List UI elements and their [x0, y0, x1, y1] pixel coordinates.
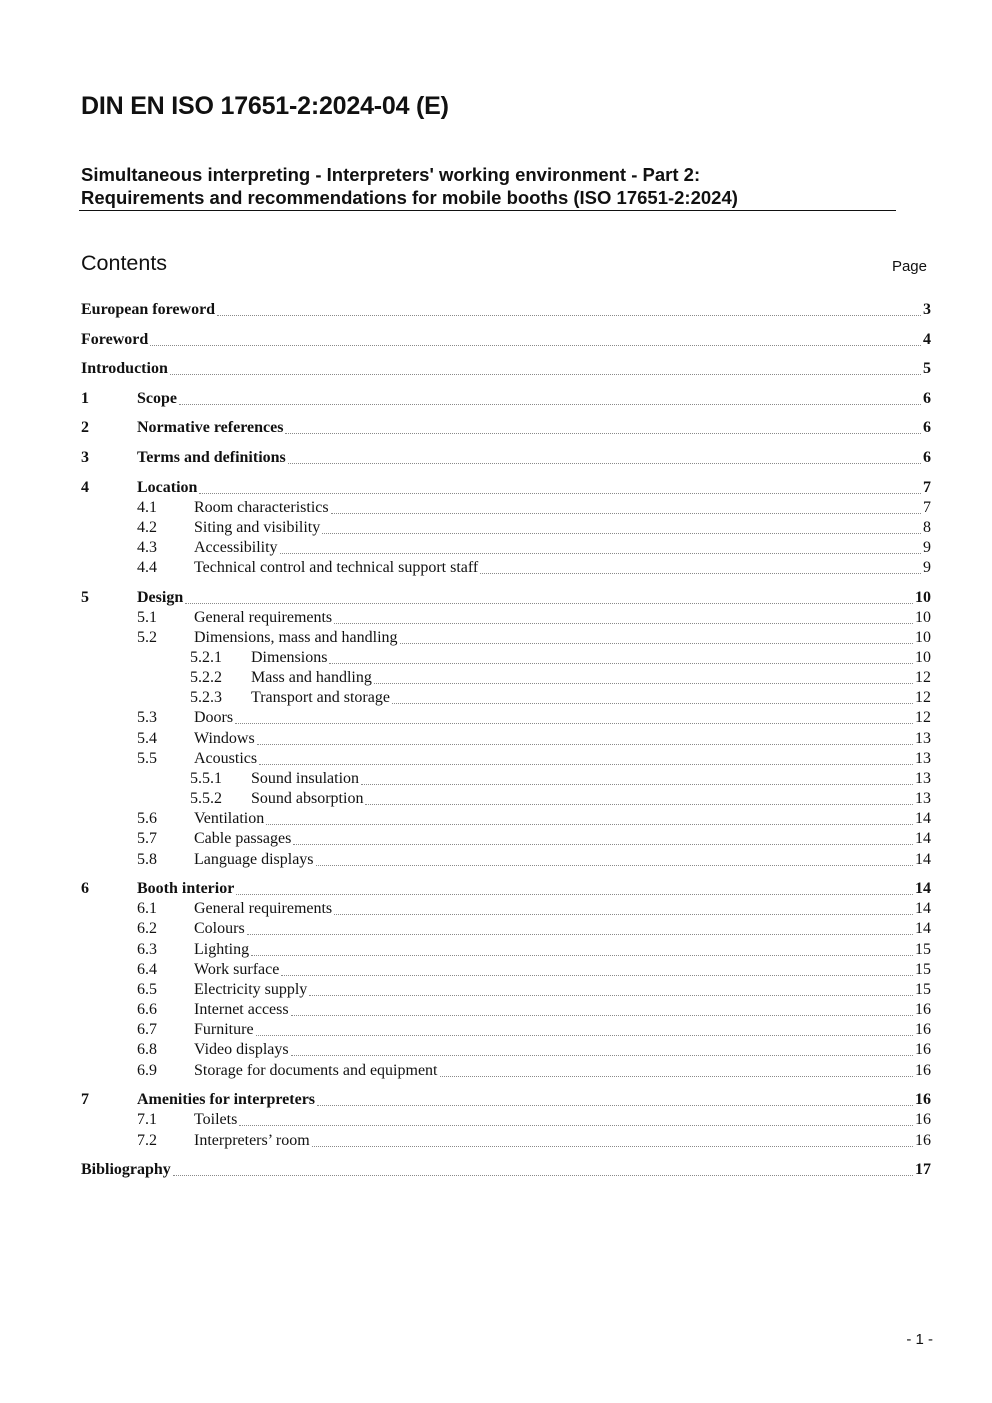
toc-entry-number: 5.1: [137, 609, 157, 626]
toc-dot-leader: [170, 374, 921, 375]
toc-entry-title: Siting and visibility: [194, 519, 321, 536]
toc-entry-title: Furniture: [194, 1021, 254, 1038]
toc-dot-leader: [309, 995, 913, 996]
toc-entry-page: 10: [915, 649, 931, 666]
toc-entry[interactable]: [0, 789, 992, 809]
toc-entry-number: 5.7: [137, 830, 157, 847]
toc-entry-number: 5.2.1: [190, 649, 222, 666]
toc-entry-title: Video displays: [194, 1041, 289, 1058]
toc-entry-title: Amenities for interpreters: [137, 1091, 316, 1108]
toc-entry-title: Internet access: [194, 1001, 289, 1018]
toc-entry-title: Doors: [194, 709, 234, 726]
toc-entry-title: Windows: [194, 730, 255, 747]
toc-entry[interactable]: [0, 940, 992, 960]
toc-entry[interactable]: [0, 769, 992, 789]
toc-entry[interactable]: [0, 608, 992, 628]
toc-entry-title: Foreword: [81, 331, 149, 348]
toc-entry-number: 6.2: [137, 920, 157, 937]
toc-entry[interactable]: [0, 668, 992, 688]
page-number: - 1 -: [906, 1331, 933, 1348]
toc-entry-number: 6.8: [137, 1041, 157, 1058]
toc-entry[interactable]: [0, 478, 992, 498]
toc-entry[interactable]: [0, 1020, 992, 1040]
toc-dot-leader: [239, 1125, 913, 1126]
toc-entry-page: 10: [915, 609, 931, 626]
document-subtitle: [81, 163, 896, 209]
toc-entry[interactable]: [0, 919, 992, 939]
toc-entry[interactable]: [0, 960, 992, 980]
toc-entry-number: 6.5: [137, 981, 157, 998]
toc-entry-number: 2: [81, 419, 89, 436]
toc-dot-leader: [331, 513, 921, 514]
contents-heading: Contents: [81, 251, 168, 275]
toc-entry-number: 5.5.1: [190, 770, 222, 787]
toc-dot-leader: [173, 1175, 913, 1176]
toc-entry-title: Bibliography: [81, 1161, 171, 1178]
toc-entry[interactable]: [0, 899, 992, 919]
toc-entry[interactable]: [0, 1160, 992, 1180]
toc-entry-page: 3: [923, 301, 931, 318]
toc-entry[interactable]: [0, 418, 992, 438]
toc-entry-page: 17: [915, 1161, 931, 1178]
toc-entry[interactable]: [0, 1110, 992, 1130]
toc-entry-page: 10: [915, 589, 931, 606]
toc-entry[interactable]: [0, 300, 992, 320]
toc-entry[interactable]: [0, 980, 992, 1000]
toc-entry-page: 16: [915, 1111, 931, 1128]
toc-entry-number: 5.5: [137, 750, 157, 767]
toc-entry-page: 12: [915, 669, 931, 686]
toc-entry[interactable]: [0, 330, 992, 350]
toc-dot-leader: [257, 744, 913, 745]
toc-dot-leader: [317, 1105, 913, 1106]
toc-entry-page: 16: [915, 1062, 931, 1079]
toc-entry-number: 6.4: [137, 961, 157, 978]
toc-entry-title: General requirements: [194, 900, 333, 917]
toc-dot-leader: [329, 663, 913, 664]
toc-entry-page: 16: [915, 1091, 931, 1108]
toc-entry-page: 4: [923, 331, 931, 348]
toc-entry-number: 5: [81, 589, 89, 606]
subtitle-line-2: Requirements and recommendations for mobile booths (ISO 17651-2:2024): [81, 187, 738, 208]
toc-entry-title: Lighting: [194, 941, 250, 958]
toc-entry-number: 5.3: [137, 709, 157, 726]
toc-entry-page: 16: [915, 1021, 931, 1038]
toc-entry-title: Work surface: [194, 961, 280, 978]
toc-entry-title: Toilets: [194, 1111, 238, 1128]
subtitle-divider: [79, 210, 896, 211]
toc-entry[interactable]: [0, 809, 992, 829]
toc-entry-page: 13: [915, 770, 931, 787]
toc-entry-title: Interpreters’ room: [194, 1132, 310, 1149]
toc-entry-title: Storage for documents and equipment: [194, 1062, 438, 1079]
toc-entry-number: 6.9: [137, 1062, 157, 1079]
toc-entry-number: 6.3: [137, 941, 157, 958]
toc-dot-leader: [285, 433, 921, 434]
toc-entry-title: Language displays: [194, 851, 314, 868]
toc-entry-number: 7.1: [137, 1111, 157, 1128]
toc-dot-leader: [312, 1146, 913, 1147]
toc-entry-page: 13: [915, 790, 931, 807]
toc-entry-number: 4.1: [137, 499, 157, 516]
toc-entry-number: 4: [81, 479, 89, 496]
toc-entry[interactable]: [0, 1040, 992, 1060]
toc-entry[interactable]: [0, 879, 992, 899]
toc-entry-title: Mass and handling: [251, 669, 372, 686]
toc-dot-leader: [291, 1055, 913, 1056]
toc-entry-title: Sound insulation: [251, 770, 360, 787]
document-title: DIN EN ISO 17651-2:2024-04 (E): [81, 92, 449, 120]
toc-entry-number: 4.3: [137, 539, 157, 556]
toc-dot-leader: [185, 603, 913, 604]
toc-entry-page: 5: [923, 360, 931, 377]
toc-entry[interactable]: [0, 829, 992, 849]
toc-dot-leader: [247, 934, 913, 935]
toc-dot-leader: [288, 463, 921, 464]
toc-dot-leader: [316, 865, 913, 866]
toc-entry[interactable]: [0, 448, 992, 468]
toc-entry-page: 15: [915, 961, 931, 978]
toc-entry-title: Acoustics: [194, 750, 258, 767]
toc-entry[interactable]: [0, 628, 992, 648]
toc-entry-number: 6.7: [137, 1021, 157, 1038]
toc-entry-page: 14: [915, 830, 931, 847]
toc-entry-number: 5.2.3: [190, 689, 222, 706]
toc-entry-page: 9: [923, 559, 931, 576]
toc-entry-number: 5.2: [137, 629, 157, 646]
toc-entry-page: 7: [923, 499, 931, 516]
toc-entry-title: Sound absorption: [251, 790, 364, 807]
toc-entry[interactable]: [0, 749, 992, 769]
toc-entry[interactable]: [0, 498, 992, 518]
toc-entry-page: 6: [923, 449, 931, 466]
toc-entry-title: Technical control and technical support staff: [194, 559, 479, 576]
toc-dot-leader: [235, 723, 913, 724]
toc-entry-page: 13: [915, 730, 931, 747]
toc-entry[interactable]: [0, 648, 992, 668]
toc-entry[interactable]: [0, 538, 992, 558]
toc-entry-page: 14: [915, 810, 931, 827]
toc-entry-title: Transport and storage: [251, 689, 390, 706]
toc-entry-number: 5.5.2: [190, 790, 222, 807]
toc-entry-page: 15: [915, 981, 931, 998]
toc-entry-title: Accessibility: [194, 539, 278, 556]
toc-dot-leader: [280, 553, 921, 554]
toc-entry-number: 5.8: [137, 851, 157, 868]
toc-entry[interactable]: [0, 708, 992, 728]
toc-dot-leader: [334, 623, 913, 624]
toc-entry-title: Normative references: [137, 419, 284, 436]
toc-dot-leader: [480, 573, 921, 574]
toc-dot-leader: [266, 824, 913, 825]
toc-dot-leader: [150, 345, 921, 346]
toc-entry-title: Electricity supply: [194, 981, 308, 998]
toc-entry-title: Scope: [137, 390, 177, 407]
toc-dot-leader: [365, 804, 913, 805]
toc-entry-page: 15: [915, 941, 931, 958]
toc-dot-leader: [251, 955, 913, 956]
toc-entry-number: 4.4: [137, 559, 157, 576]
toc-entry-page: 13: [915, 750, 931, 767]
toc-dot-leader: [374, 683, 913, 684]
toc-dot-leader: [400, 643, 913, 644]
toc-entry-title: Location: [137, 479, 198, 496]
toc-entry-number: 5.6: [137, 810, 157, 827]
toc-entry[interactable]: [0, 359, 992, 379]
toc-entry-number: 7.2: [137, 1132, 157, 1149]
toc-entry-number: 5.2.2: [190, 669, 222, 686]
toc-dot-leader: [322, 533, 921, 534]
toc-entry-page: 16: [915, 1132, 931, 1149]
toc-entry-number: 4.2: [137, 519, 157, 536]
toc-entry[interactable]: [0, 389, 992, 409]
toc-entry[interactable]: [0, 1131, 992, 1151]
toc-entry-page: 16: [915, 1001, 931, 1018]
toc-entry-title: Booth interior: [137, 880, 235, 897]
toc-dot-leader: [440, 1076, 913, 1077]
toc-entry-page: 14: [915, 851, 931, 868]
toc-entry-page: 10: [915, 629, 931, 646]
toc-dot-leader: [281, 975, 913, 976]
toc-entry-title: Cable passages: [194, 830, 292, 847]
toc-dot-leader: [259, 764, 913, 765]
toc-entry-page: 8: [923, 519, 931, 536]
toc-entry[interactable]: [0, 518, 992, 538]
toc-entry-title: Terms and definitions: [137, 449, 286, 466]
toc-entry-title: European foreword: [81, 301, 216, 318]
toc-dot-leader: [334, 914, 913, 915]
toc-entry-page: 14: [915, 920, 931, 937]
toc-entry-page: 16: [915, 1041, 931, 1058]
toc-entry-number: 7: [81, 1091, 89, 1108]
toc-dot-leader: [179, 404, 921, 405]
toc-dot-leader: [236, 894, 913, 895]
toc-entry-page: 6: [923, 390, 931, 407]
toc-entry-title: Dimensions: [251, 649, 328, 666]
toc-entry-title: Colours: [194, 920, 245, 937]
toc-entry-title: Dimensions, mass and handling: [194, 629, 398, 646]
toc-entry-title: Design: [137, 589, 184, 606]
toc-dot-leader: [217, 315, 921, 316]
toc-entry[interactable]: [0, 1000, 992, 1020]
toc-dot-leader: [256, 1035, 913, 1036]
toc-entry[interactable]: [0, 850, 992, 870]
toc-dot-leader: [293, 844, 913, 845]
toc-entry-number: 6.6: [137, 1001, 157, 1018]
toc-entry-page: 14: [915, 900, 931, 917]
toc-entry-number: 5.4: [137, 730, 157, 747]
toc-entry-number: 6.1: [137, 900, 157, 917]
toc-entry-page: 7: [923, 479, 931, 496]
toc-entry-number: 1: [81, 390, 89, 407]
toc-entry[interactable]: [0, 1061, 992, 1081]
toc-entry-page: 12: [915, 709, 931, 726]
toc-entry[interactable]: [0, 558, 992, 578]
toc-dot-leader: [392, 703, 913, 704]
toc-dot-leader: [199, 493, 921, 494]
subtitle-line-1: Simultaneous interpreting - Interpreters' working environment - Part 2:: [81, 164, 701, 185]
page-column-label: Page: [891, 258, 927, 275]
toc-entry-title: Introduction: [81, 360, 168, 377]
toc-entry-number: 6: [81, 880, 89, 897]
toc-entry-page: 9: [923, 539, 931, 556]
toc-entry-title: General requirements: [194, 609, 333, 626]
toc-dot-leader: [291, 1015, 913, 1016]
toc-entry[interactable]: [0, 729, 992, 749]
toc-entry[interactable]: [0, 588, 992, 608]
toc-entry[interactable]: [0, 1090, 992, 1110]
toc-entry[interactable]: [0, 688, 992, 708]
toc-entry-page: 14: [915, 880, 931, 897]
toc-entry-title: Room characteristics: [194, 499, 329, 516]
toc-entry-title: Ventilation: [194, 810, 265, 827]
toc-entry-page: 6: [923, 419, 931, 436]
toc-entry-number: 3: [81, 449, 89, 466]
toc-entry-page: 12: [915, 689, 931, 706]
toc-dot-leader: [361, 784, 913, 785]
